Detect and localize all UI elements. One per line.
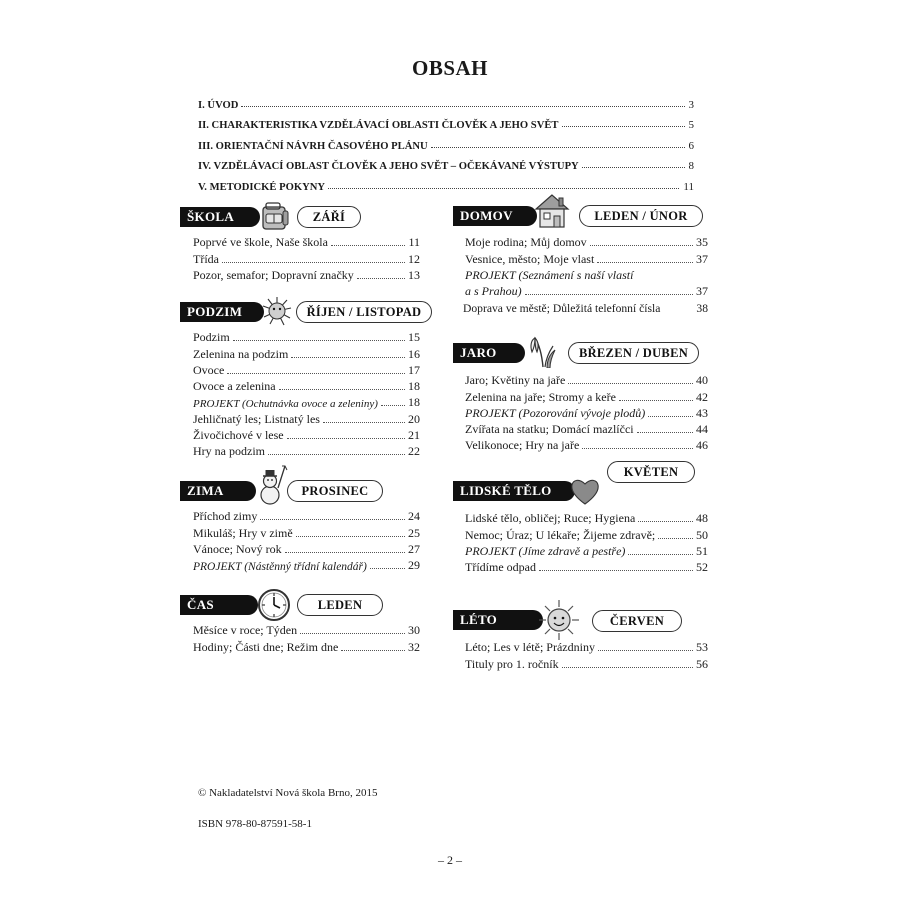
leader-dots — [648, 416, 693, 417]
entry-label: Jaro; Květiny na jaře — [465, 373, 566, 388]
toc-entry[interactable] — [465, 437, 708, 453]
section-title: ŠKOLA — [180, 207, 260, 227]
section-month: PROSINEC — [287, 480, 383, 502]
section-month: ČERVEN — [592, 610, 682, 632]
toc-entry[interactable] — [193, 524, 420, 540]
entry-label: Třídíme odpad — [465, 560, 536, 575]
entry-label: Ovoce a zelenina — [193, 379, 276, 394]
leader-dots — [268, 454, 405, 455]
section-header — [180, 590, 420, 620]
section-entries — [465, 372, 708, 453]
leader-dots — [296, 536, 405, 537]
leader-dots — [241, 106, 684, 107]
heart-icon — [570, 478, 600, 506]
leader-dots — [658, 538, 693, 539]
toc-entry[interactable] — [465, 299, 708, 315]
entry-page: 46 — [696, 438, 708, 453]
leader-dots — [628, 554, 693, 555]
entry-label: a s Prahou) — [465, 284, 522, 299]
leader-dots — [279, 389, 405, 390]
toc-row[interactable] — [198, 111, 694, 132]
section-zima — [180, 476, 420, 574]
leader-dots — [291, 357, 405, 358]
entry-label: Hry na podzim — [193, 444, 265, 459]
section-jaro — [453, 338, 708, 453]
snowman-icon — [256, 464, 288, 506]
entry-label: Vánoce; Nový rok — [193, 541, 282, 556]
entry-page: 16 — [408, 346, 420, 361]
section-title: ČAS — [180, 595, 258, 615]
leader-dots — [525, 294, 693, 295]
entry-page: 18 — [408, 395, 420, 410]
leader-dots — [381, 405, 405, 406]
toc-entry[interactable] — [465, 267, 708, 283]
toc-page: 11 — [683, 180, 694, 193]
section-title: ZIMA — [180, 481, 256, 501]
entry-label: Pozor, semafor; Dopravní značky — [193, 267, 354, 282]
entry-page: 40 — [696, 373, 708, 388]
toc-page: 8 — [688, 160, 694, 172]
toc-entry[interactable] — [193, 443, 420, 459]
entry-label: Hodiny; Části dne; Režim dne — [193, 639, 339, 654]
toc-entry[interactable] — [465, 372, 708, 388]
entry-page: 38 — [696, 302, 708, 316]
entry-label: Zelenina na jaře; Stromy a keře — [465, 389, 616, 404]
entry-label: PROJEKT (Seznámení s naší vlastí — [465, 267, 634, 282]
leader-dots — [331, 245, 405, 246]
toc-row[interactable] — [198, 90, 694, 111]
entry-page: 25 — [408, 525, 420, 540]
leader-dots — [598, 650, 693, 651]
section-title: DOMOV — [453, 206, 537, 226]
leader-dots — [370, 568, 405, 569]
section-entries — [465, 510, 708, 575]
toc-entry[interactable] — [193, 234, 420, 250]
toc-entry[interactable] — [465, 655, 708, 671]
leader-dots — [582, 167, 685, 168]
entry-page: 18 — [408, 379, 420, 394]
section-lidske-telo — [453, 465, 708, 575]
toc-entry[interactable] — [465, 388, 708, 404]
section-title: LIDSKÉ TĚLO — [453, 481, 575, 501]
leader-dots — [341, 650, 405, 651]
toc-entry[interactable] — [193, 557, 420, 573]
entry-page: 11 — [408, 235, 420, 250]
entry-page: 37 — [696, 251, 708, 266]
section-month: LEDEN / ÚNOR — [579, 205, 703, 227]
section-domov — [453, 201, 708, 316]
toc-entry[interactable] — [193, 329, 420, 345]
leader-dots — [323, 422, 405, 423]
entry-page: 30 — [408, 623, 420, 638]
entry-label: Zvířata na statku; Domácí mazlíčci — [465, 422, 634, 437]
section-entries — [193, 329, 420, 459]
entry-page: 50 — [696, 527, 708, 542]
entry-label: Ovoce — [193, 362, 225, 377]
toc-entry[interactable] — [465, 526, 708, 542]
entry-label: Vesnice, město; Moje vlast — [465, 251, 595, 266]
entry-label: PROJEKT (Pozorování vývoje plodů) — [465, 405, 646, 420]
leader-dots — [638, 521, 693, 522]
page-number: – 2 – — [438, 853, 462, 867]
house-icon — [533, 192, 571, 230]
toc-entry[interactable] — [465, 421, 708, 437]
backpack-icon — [258, 199, 292, 233]
entry-label: Tituly pro 1. ročník — [465, 656, 559, 671]
isbn-line: ISBN 978-80-87591-58-1 — [198, 818, 312, 830]
leader-dots — [222, 262, 405, 263]
hedgehog-icon — [260, 295, 294, 327]
section-title: PODZIM — [180, 302, 264, 322]
sun-icon — [537, 598, 581, 642]
entry-page: 29 — [408, 558, 420, 573]
toc-label: II. CHARAKTERISTIKA VZDĚLÁVACÍ OBLASTI ČLOVĚK A JEHO SVĚT — [198, 120, 559, 131]
entry-label: Měsíce v roce; Týden — [193, 623, 298, 638]
toc-entry[interactable] — [465, 250, 708, 266]
leader-dots — [431, 147, 685, 148]
toc-entry[interactable] — [193, 622, 420, 638]
leader-dots — [357, 278, 405, 279]
section-entries — [465, 639, 708, 672]
section-entries — [193, 622, 420, 655]
toc-entry[interactable] — [193, 638, 420, 654]
leader-dots — [637, 432, 693, 433]
toc-row[interactable] — [198, 152, 694, 173]
entry-label: PROJEKT (Jíme zdravě a pestře) — [465, 543, 626, 558]
entry-page: 22 — [408, 444, 420, 459]
toc-label: III. ORIENTAČNÍ NÁVRH ČASOVÉHO PLÁNU — [198, 140, 428, 152]
entry-label: Moje rodina; Můj domov — [465, 235, 587, 250]
section-entries — [465, 234, 708, 315]
section-cas — [180, 590, 420, 654]
section-title: JARO — [453, 343, 525, 363]
entry-label: Jehličnatý les; Listnatý les — [193, 411, 320, 426]
toc-entry[interactable] — [465, 543, 708, 559]
section-entries — [193, 234, 420, 283]
section-header — [453, 605, 708, 635]
leader-dots — [597, 262, 693, 263]
toc-page: 6 — [688, 139, 694, 152]
entry-page: 20 — [408, 411, 420, 426]
copyright-line: © Nakladatelství Nová škola Brno, 2015 — [198, 787, 378, 799]
section-header — [453, 465, 708, 506]
entry-page: 17 — [408, 362, 420, 377]
leader-dots — [300, 633, 405, 634]
entry-label: Zelenina na podzim — [193, 346, 289, 361]
entry-page: 48 — [696, 511, 708, 526]
section-month: ZÁŘÍ — [297, 206, 361, 228]
entry-page: 37 — [696, 284, 708, 299]
entry-page: 43 — [696, 405, 708, 420]
section-podzim — [180, 297, 440, 459]
entry-page: 52 — [696, 560, 708, 575]
toc-entry[interactable] — [465, 639, 708, 655]
entry-label: Třída — [193, 251, 219, 266]
entry-label: Mikuláš; Hry v zimě — [193, 525, 293, 540]
entry-label: Příchod zimy — [193, 509, 258, 524]
entry-page: 13 — [408, 267, 420, 282]
entry-page: 42 — [696, 389, 708, 404]
toc-page: 3 — [688, 98, 694, 111]
leader-dots — [260, 519, 405, 520]
leader-dots — [539, 570, 693, 571]
section-month: KVĚTEN — [607, 461, 695, 483]
entry-label: Živočichové v lese — [193, 428, 284, 443]
clock-icon — [257, 588, 291, 622]
section-header — [180, 476, 420, 506]
toc-entry[interactable] — [193, 378, 420, 394]
section-month: ŘÍJEN / LISTOPAD — [296, 301, 432, 323]
toc-row[interactable] — [198, 131, 694, 152]
leader-dots — [287, 438, 405, 439]
toc-entry[interactable] — [193, 362, 420, 378]
page-title: OBSAH — [411, 56, 489, 80]
toc-entry[interactable] — [193, 410, 420, 426]
toc-entry[interactable] — [465, 559, 708, 575]
entry-label: Velikonoce; Hry na jaře — [465, 438, 580, 453]
section-leto — [453, 605, 708, 671]
entry-label: PROJEKT (Nástěnný třídní kalendář) — [193, 561, 367, 574]
toc-row[interactable] — [198, 172, 694, 193]
toc-entry[interactable] — [465, 405, 708, 421]
section-title: LÉTO — [453, 610, 543, 630]
entry-label: Lidské tělo, obličej; Ruce; Hygiena — [465, 511, 636, 526]
entry-page: 35 — [696, 235, 708, 250]
entry-label: Nemoc; Úraz; U lékaře; Žijeme zdravě; — [465, 527, 656, 542]
toc-entry[interactable] — [193, 267, 420, 283]
leader-dots — [562, 126, 685, 127]
section-entries — [193, 508, 420, 573]
section-header — [180, 297, 440, 327]
section-month: BŘEZEN / DUBEN — [568, 342, 699, 364]
toc-entry[interactable] — [193, 427, 420, 443]
entry-page: 24 — [408, 509, 420, 524]
leader-dots — [619, 400, 693, 401]
leader-dots — [568, 383, 693, 384]
section-skola — [180, 202, 420, 282]
entry-page: 27 — [408, 541, 420, 556]
entry-page: 12 — [408, 251, 420, 266]
entry-page: 21 — [408, 428, 420, 443]
entry-label: Léto; Les v létě; Prázdniny — [465, 640, 595, 655]
entry-page: 32 — [408, 639, 420, 654]
leader-dots — [285, 552, 405, 553]
section-month: LEDEN — [297, 594, 383, 616]
toc-page: 5 — [688, 119, 694, 131]
leader-dots — [233, 340, 405, 341]
toc-entry[interactable] — [465, 510, 708, 526]
toc-entry[interactable] — [193, 508, 420, 524]
toc-entry[interactable] — [465, 283, 708, 299]
toc-entry[interactable] — [193, 394, 420, 410]
entry-label: Doprava ve městě; Důležitá telefonní čísla — [463, 302, 661, 316]
toc-label: V. METODICKÉ POKYNY — [198, 181, 326, 193]
toc-label: IV. VZDĚLÁVACÍ OBLAST ČLOVĚK A JEHO SVĚT – OČEKÁVANÉ VÝSTUPY — [198, 161, 579, 172]
main-toc — [198, 90, 694, 193]
toc-entry[interactable] — [465, 234, 708, 250]
toc-label: I. ÚVOD — [198, 99, 239, 111]
section-header — [453, 338, 708, 368]
leader-dots — [328, 188, 679, 189]
leader-dots — [562, 667, 693, 668]
entry-label: Poprvé ve škole, Naše škola — [193, 235, 328, 250]
toc-entry[interactable] — [193, 541, 420, 557]
toc-entry[interactable] — [193, 345, 420, 361]
entry-page: 51 — [696, 543, 708, 558]
leader-dots — [227, 373, 405, 374]
section-header — [453, 201, 708, 231]
entry-page: 44 — [696, 422, 708, 437]
entry-label: Podzim — [193, 330, 230, 345]
entry-page: 53 — [696, 640, 708, 655]
leader-dots — [590, 245, 693, 246]
leader-dots — [582, 448, 693, 449]
snowdrop-icon — [525, 332, 559, 368]
toc-entry[interactable] — [193, 250, 420, 266]
section-header — [180, 202, 420, 232]
entry-label: PROJEKT (Ochutnávka ovoce a zeleniny) — [193, 398, 378, 411]
entry-page: 15 — [408, 330, 420, 345]
entry-page: 56 — [696, 656, 708, 671]
